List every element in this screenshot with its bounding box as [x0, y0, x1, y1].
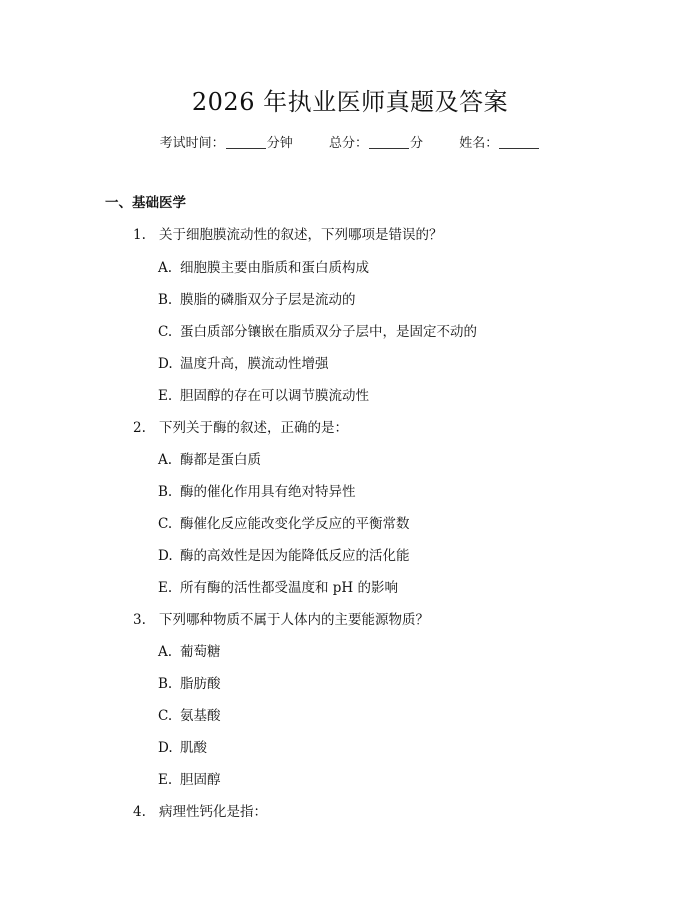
question-number: 2. — [133, 420, 146, 436]
option-2b — [158, 480, 356, 500]
option-letter: B. — [158, 292, 173, 308]
option-2c — [158, 512, 410, 532]
option-text: 酶的高效性是因为能降低反应的活化能 — [180, 548, 410, 564]
name-blank — [499, 148, 539, 149]
option-text: 氨基酸 — [180, 708, 221, 724]
question-number: 4. — [133, 804, 146, 820]
time-unit: 分钟 — [266, 136, 293, 151]
option-letter: D. — [158, 548, 173, 564]
question-4 — [133, 800, 267, 820]
score-label: 总分： — [328, 136, 368, 151]
question-2 — [133, 416, 348, 436]
option-text: 蛋白质部分镶嵌在脂质双分子层中，是固定不动的 — [180, 324, 477, 340]
question-text: 下列关于酶的叙述，正确的是： — [159, 420, 348, 436]
option-letter: E. — [158, 772, 173, 788]
option-letter: A. — [158, 260, 173, 276]
option-text: 细胞膜主要由脂质和蛋白质构成 — [180, 260, 369, 276]
option-text: 葡萄糖 — [180, 644, 221, 660]
exam-info-line — [0, 132, 700, 151]
option-3b — [158, 672, 221, 692]
section-heading: 一、基础医学 — [105, 195, 186, 211]
question-text: 关于细胞膜流动性的叙述，下列哪项是错误的？ — [159, 227, 443, 243]
option-letter: D. — [158, 740, 173, 756]
name-label: 姓名： — [459, 136, 499, 151]
option-letter: C. — [158, 516, 173, 532]
option-letter: A. — [158, 452, 173, 468]
option-text: 酶的催化作用具有绝对特异性 — [180, 484, 356, 500]
option-letter: C. — [158, 324, 173, 340]
option-text: 温度升高，膜流动性增强 — [180, 356, 329, 372]
option-text: 肌酸 — [180, 740, 207, 756]
option-3c — [158, 704, 221, 724]
option-3d — [158, 736, 207, 756]
option-3a — [158, 640, 221, 660]
option-text: 胆固醇 — [180, 772, 221, 788]
option-letter: D. — [158, 356, 173, 372]
option-letter: B. — [158, 676, 173, 692]
option-text: 胆固醇的存在可以调节膜流动性 — [180, 388, 369, 404]
page-title: 2026 年执业医师真题及答案 — [191, 88, 509, 116]
option-text: 酶催化反应能改变化学反应的平衡常数 — [180, 516, 410, 532]
option-1b — [158, 288, 356, 308]
option-text: 酶都是蛋白质 — [180, 452, 261, 468]
option-2d — [158, 544, 410, 564]
question-1 — [133, 223, 443, 243]
question-number: 1. — [133, 227, 146, 243]
question-number: 3. — [133, 612, 146, 628]
option-2e — [158, 576, 398, 596]
option-text: 所有酶的活性都受温度和 pH 的影响 — [180, 580, 398, 596]
option-letter: E. — [158, 580, 173, 596]
option-1d — [158, 352, 329, 372]
option-1c — [158, 320, 477, 340]
option-2a — [158, 448, 261, 468]
time-blank — [226, 148, 266, 149]
question-text: 病理性钙化是指： — [159, 804, 267, 820]
option-text: 膜脂的磷脂双分子层是流动的 — [180, 292, 356, 308]
option-1a — [158, 256, 369, 276]
score-blank — [369, 148, 409, 149]
option-text: 脂肪酸 — [180, 676, 221, 692]
option-letter: B. — [158, 484, 173, 500]
option-letter: E. — [158, 388, 173, 404]
option-3e — [158, 768, 221, 788]
option-1e — [158, 384, 369, 404]
option-letter: A. — [158, 644, 173, 660]
score-unit: 分 — [410, 136, 424, 151]
question-text: 下列哪种物质不属于人体内的主要能源物质？ — [159, 612, 429, 628]
option-letter: C. — [158, 708, 173, 724]
time-label: 考试时间： — [159, 136, 225, 151]
question-3 — [133, 608, 429, 628]
